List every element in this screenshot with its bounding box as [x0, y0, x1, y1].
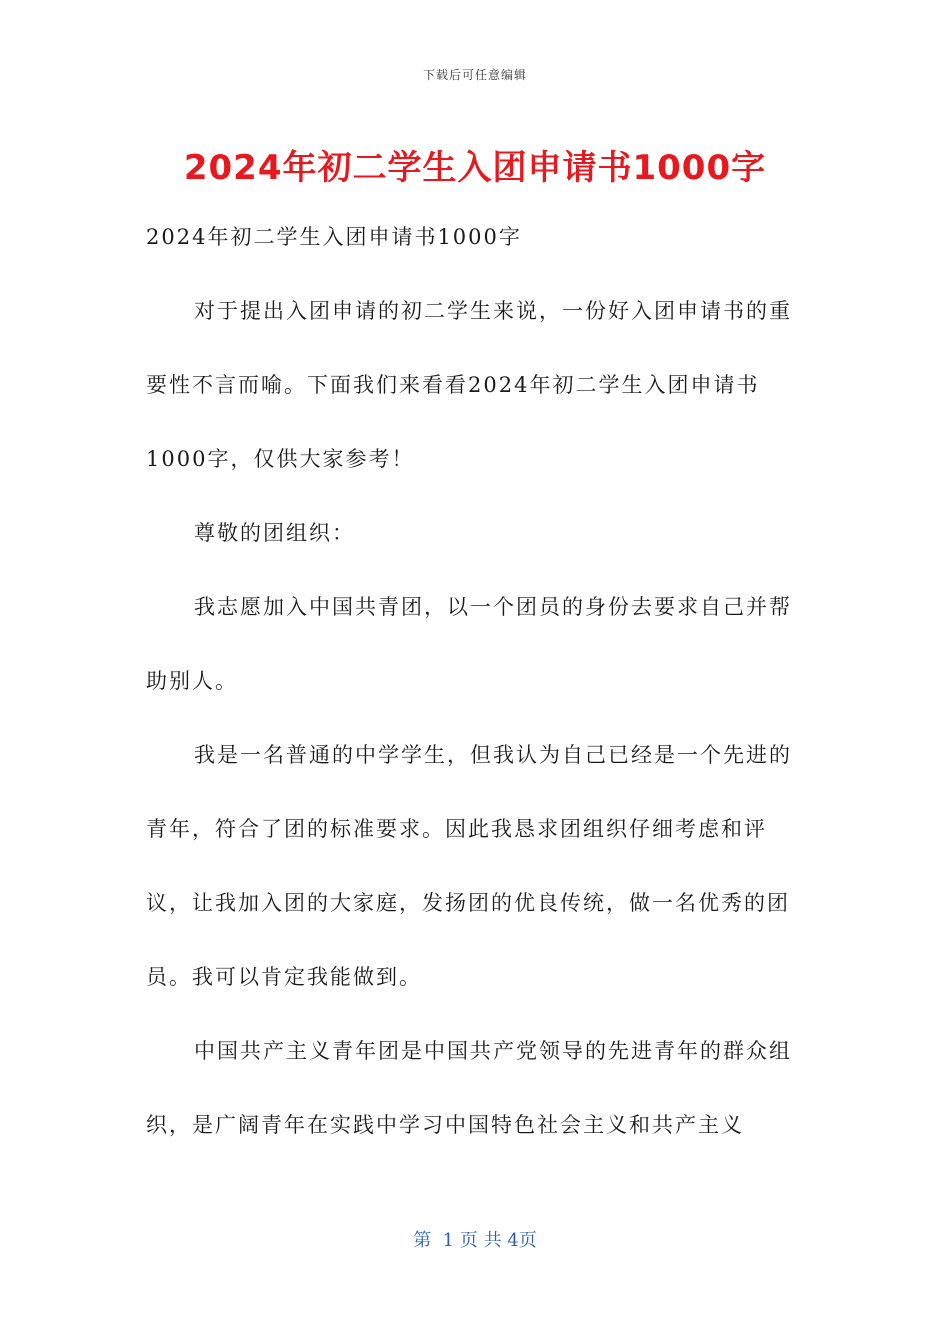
document-body: [146, 200, 801, 1162]
subtitle-line: 2024年初二学生入团申请书1000字: [146, 225, 522, 249]
paragraph-salutation: 尊敬的团组织：: [194, 521, 355, 545]
page-footer: 第 1 页 共 4页: [413, 1230, 537, 1251]
paragraph-league: 中国共产主义青年团是中国共产党领导的先进青年的群众组织，是广阔青年在实践中学习中国特色社会主义和共产主义: [146, 1039, 792, 1137]
paragraph-self: 我是一名普通的中学学生，但我认为自己已经是一个先进的青年，符合了团的标准要求。因此我恳求团组织仔细考虑和评议，让我加入团的大家庭，发扬团的优良传统，做一名优秀的团员。我可以肯定我能做到。: [146, 743, 792, 989]
document-title: 2024年初二学生入团申请书1000字: [183, 148, 767, 188]
paragraph-intro: 对于提出入团申请的初二学生来说，一份好入团申请书的重要性不言而喻。下面我们来看看2024年初二学生入团申请书1000字，仅供大家参考！: [146, 299, 792, 471]
header-note: 下载后可任意编辑: [422, 68, 527, 82]
paragraph-wish: 我志愿加入中国共青团，以一个团员的身份去要求自己并帮助别人。: [146, 595, 792, 693]
